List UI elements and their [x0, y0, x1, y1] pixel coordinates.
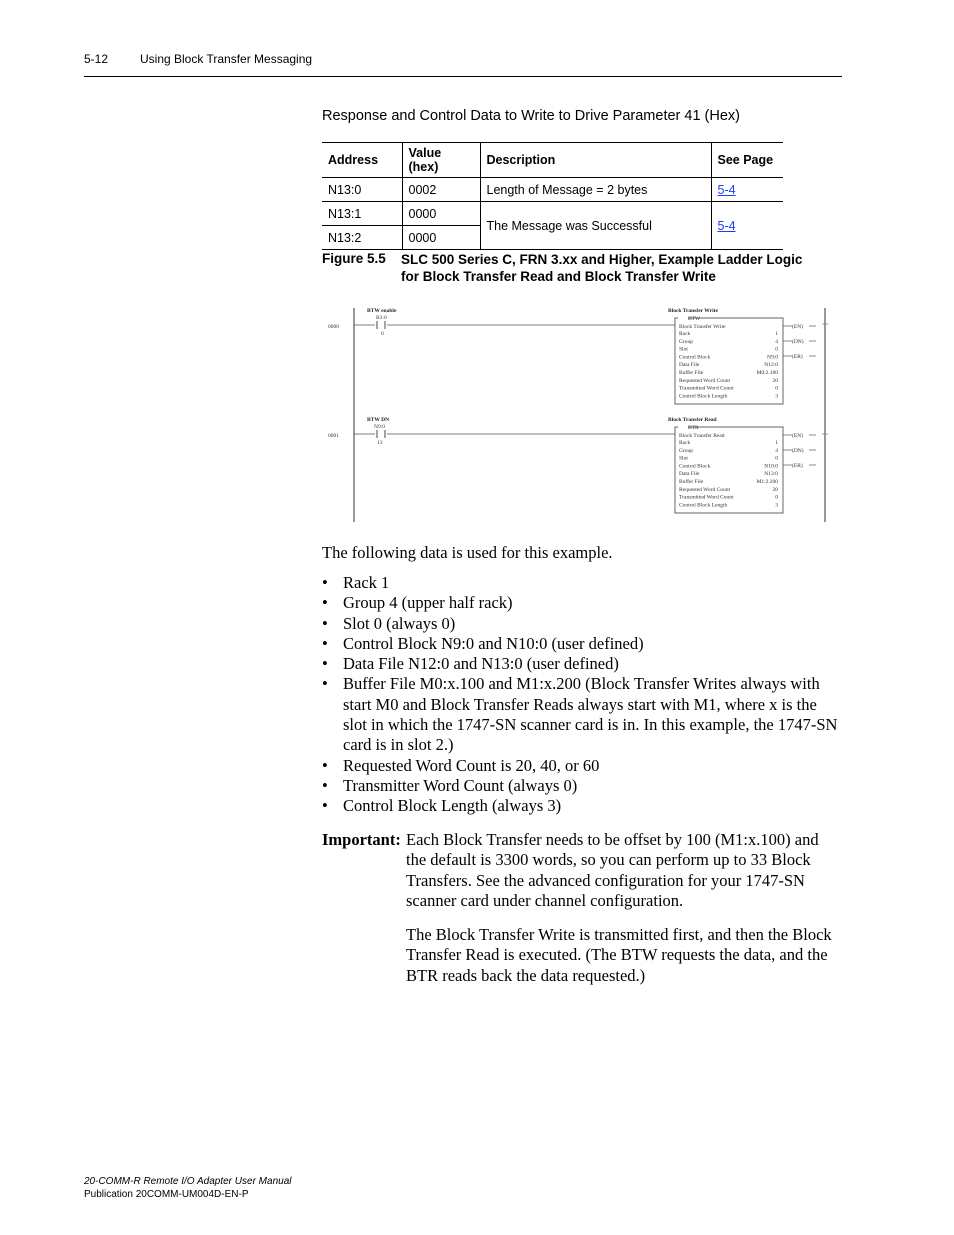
list-item: • Transmitter Word Count (always 0): [322, 776, 842, 796]
cell-address: N13:1: [322, 202, 402, 226]
cell-description: Length of Message = 2 bytes: [480, 178, 711, 202]
cell-description: The Message was Successful: [480, 202, 711, 250]
column-header-description: Description: [480, 143, 711, 178]
block-field-value: M0:2.100: [756, 370, 778, 376]
block-field-name: Group: [679, 338, 694, 345]
block-field-value: 20: [772, 486, 778, 493]
block-field-name: Data File: [679, 362, 700, 369]
block-field-value: N12:0: [764, 362, 778, 369]
block-field-name: Control Block: [679, 354, 711, 361]
block-field-value: 20: [772, 377, 778, 384]
table-row: [322, 202, 783, 226]
table-title: Response and Control Data to Write to Drive Parameter 41 (Hex): [322, 108, 740, 124]
block-outputs: [783, 432, 816, 469]
block-field-value: 0: [775, 494, 778, 501]
cell-address: N13:2: [322, 226, 402, 250]
list-item: • Slot 0 (always 0): [322, 614, 842, 634]
block-field-value: 3: [775, 502, 778, 509]
list-item: • Buffer File M0:x.100 and M1:x.200 (Block Transfer Writes always with start M0 and Block Transfer Reads always start with M1, where x is the slot in which the 1747-SN scanner card is in. In this example, the 1747-SN card is in slot 2.): [322, 674, 842, 755]
cell-page: [711, 202, 783, 250]
footer-publication: Publication 20COMM-UM004D-EN-P: [84, 1189, 249, 1200]
block-fields: [679, 440, 778, 508]
see-page-link[interactable]: 5-4: [717, 218, 736, 233]
block-field-value: 0: [775, 346, 778, 353]
list-item: • Control Block Length (always 3): [322, 796, 842, 816]
rung-number: 0001: [328, 433, 339, 439]
column-header-address: Address: [322, 143, 402, 178]
block-tag: BTW: [688, 316, 701, 322]
intro-paragraph: The following data is used for this example.: [322, 543, 613, 562]
see-page-link[interactable]: 5-4: [717, 182, 736, 197]
block-field-value: N13:0: [764, 471, 778, 478]
output-coil-icon: (DN): [792, 339, 804, 345]
ladder-logic-diagram: [322, 304, 832, 524]
important-paragraph: Each Block Transfer needs to be offset by 100 (M1:x.100) and the default is 3300 words, so you can perform up to 33 Block Transfers. See the advanced configuration for your 1747-SN scanner card under channel configuration.: [406, 830, 819, 910]
block-field-name: Transmitted Word Count: [679, 494, 734, 501]
table-row: [322, 178, 783, 202]
block-field-name: Control Block Length: [679, 393, 728, 400]
cell-value: 0000: [402, 202, 480, 226]
contact-bit: 0: [381, 331, 384, 337]
block-field-value: M1:2.200: [756, 479, 778, 485]
rung-number: 0000: [328, 324, 339, 330]
output-coil-icon: (EN): [792, 433, 803, 439]
block-outputs: [783, 323, 816, 360]
contact-bit: 13: [377, 440, 383, 446]
important-paragraph-2: The Block Transfer Write is transmitted first, and then the Block Transfer Read is executed. (The BTW requests the data, and the BTR reads back the data requested.): [406, 925, 832, 985]
rung-0000: [328, 308, 816, 404]
contact-label: BTW enable: [367, 308, 397, 314]
block-field-name: Control Block: [679, 463, 711, 470]
block-field-name: Control Block Length: [679, 502, 728, 509]
column-header-see-page: See Page: [711, 143, 783, 178]
block-field-value: 4: [775, 447, 778, 454]
table-header-row: [322, 143, 783, 178]
rung-0001: [328, 417, 816, 513]
block-field-name: Buffer File: [679, 479, 704, 485]
block-field-value: 1: [775, 331, 778, 337]
block-field-name: Slot: [679, 346, 688, 353]
output-coil-icon: (ER): [792, 354, 803, 360]
block-field-name: Transmitted Word Count: [679, 385, 734, 392]
block-field-name: Group: [679, 447, 694, 454]
list-item: • Rack 1: [322, 573, 842, 593]
figure-number: Figure 5.5: [322, 251, 386, 266]
list-item: • Control Block N9:0 and N10:0 (user defined): [322, 634, 842, 654]
block-tag: BTR: [688, 425, 699, 431]
block-field-value: 0: [775, 385, 778, 392]
page-header: [84, 52, 842, 77]
output-coil-icon: (ER): [792, 463, 803, 469]
cell-value: 0002: [402, 178, 480, 202]
page-number: 5-12: [84, 52, 109, 66]
section-title: Using Block Transfer Messaging: [140, 52, 313, 66]
contact-icon: [377, 430, 385, 438]
cell-address: N13:0: [322, 178, 402, 202]
block-field-name: Requested Word Count: [679, 486, 731, 493]
list-item: • Data File N12:0 and N13:0 (user defined): [322, 654, 842, 674]
contact-icon: [377, 321, 385, 329]
important-label: Important:: [322, 830, 401, 849]
output-coil-icon: (DN): [792, 448, 804, 454]
block-field-name: Rack: [679, 331, 691, 337]
block-field-value: 3: [775, 393, 778, 400]
block-title: Block Transfer Write: [668, 308, 718, 314]
footer-manual-title: 20-COMM-R Remote I/O Adapter User Manual: [84, 1176, 292, 1187]
contact-address: N9:0: [374, 424, 385, 430]
cell-value: 0000: [402, 226, 480, 250]
block-field-value: 0: [775, 455, 778, 462]
page-footer: [84, 1175, 291, 1201]
block-title: Block Transfer Read: [668, 417, 717, 423]
list-item: • Group 4 (upper half rack): [322, 593, 842, 613]
block-field-value: 1: [775, 440, 778, 446]
block-field-name: Slot: [679, 455, 688, 462]
output-coil-icon: (EN): [792, 324, 803, 330]
block-field-name: Rack: [679, 440, 691, 446]
example-data-list: [322, 573, 842, 817]
cell-page: [711, 178, 783, 202]
block-field-name: Data File: [679, 471, 700, 478]
response-data-table: [322, 142, 783, 250]
block-name: Block Transfer Write: [679, 324, 726, 330]
contact-address: B3:0: [376, 315, 387, 321]
block-field-value: 4: [775, 338, 778, 345]
block-field-value: N10:0: [764, 463, 778, 470]
figure-title: SLC 500 Series C, FRN 3.xx and Higher, Example Ladder Logic for Block Transfer Read and Block Transfer Write: [401, 252, 803, 284]
block-field-name: Requested Word Count: [679, 377, 731, 384]
block-name: Block Transfer Read: [679, 433, 725, 439]
column-header-value: Value (hex): [402, 143, 480, 178]
block-field-value: N9:0: [767, 354, 778, 361]
contact-label: BTW DN: [367, 417, 390, 423]
list-item: • Requested Word Count is 20, 40, or 60: [322, 756, 842, 776]
block-field-name: Buffer File: [679, 370, 704, 376]
block-fields: [679, 331, 778, 399]
